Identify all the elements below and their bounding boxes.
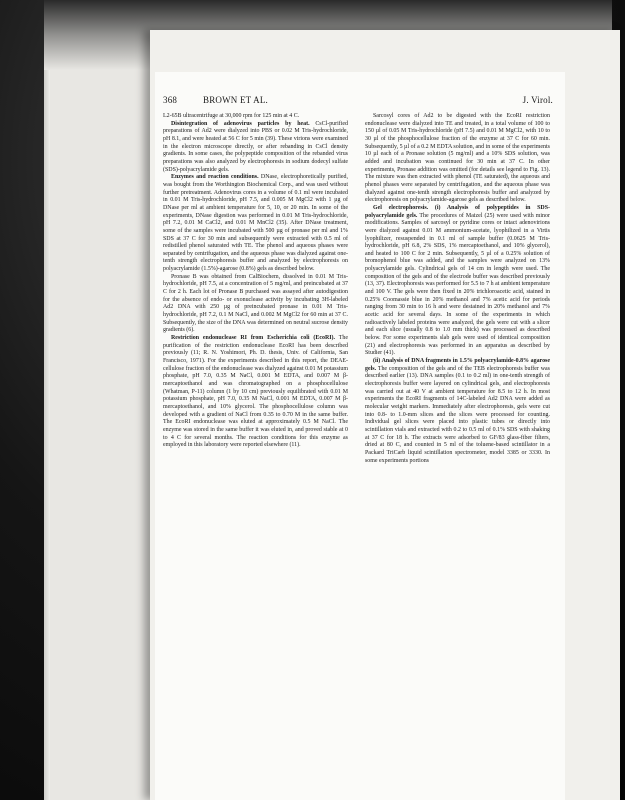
section-heading: Disintegration of adenovirus particles by heat. — [171, 120, 310, 127]
paragraph-text: CsCl-purified preparations of Ad2 were dialyzed into PBS or 0.02 M Tris-hydrochloride, pH 8.1, and were heated at 56 C for 5 min (39). These virions were examined in the electron microscope directly, or after rebanding in CsCl density gradients. In some cases, the polypeptide composition of the rebanded virus preparations was also analyzed by electrophoresis in sodium dodecyl sulfate (SDS)-polyacrylamide gels. — [163, 120, 348, 173]
section-paragraph — [163, 174, 348, 274]
section-heading: Gel electrophoresis. (i) Analysis of polypeptides in SDS-polyacrylamide gels. — [365, 204, 550, 219]
paragraph-text: Pronase B was obtained from CalBiochem, dissolved in 0.01 M Tris-hydrochloride, pH 7.5, at a concentration of 5 mg/ml, and preincubated at 37 C for 2 h. Each lot of Pronase B purchased was assayed after autodigestion for the absence of endo- or exonuclease activity by incubating 3H-labeled Ad2 DNA with 250 µg of preincubated pronase in 0.01 M Tris-hydrochloride, pH 7.2, 0.1 M NaCl, and 0.002 M MgCl2 for 60 min at 37 C. Subsequently, the size of the DNA was determined on neutral sucrose density gradients (6). — [163, 273, 348, 334]
running-authors: BROWN ET AL. — [203, 95, 268, 105]
page-content — [163, 95, 553, 785]
paragraph — [163, 113, 348, 121]
right-column — [365, 113, 550, 465]
paragraph — [365, 113, 550, 205]
section-paragraph — [163, 335, 348, 450]
paragraph-text: Sarcosyl cores of Ad2 to be digested with the EcoRI restriction endonuclease were dialyzed into TE and treated, in a total volume of 100 to 150 µl of 0.05 M Tris-hydrochloride (pH 7.5) and 0.01 M MgCl2, with 10 to 30 µl of the phosphocellulose fraction of the enzyme at 37 C for 60 min. Subsequently, 5 µl of a 0.2 M EDTA solution, and in some of the experiments 10 µl each of a Pronase solution (5 mg/ml) and a 10% SDS solution, was added and incubation was continued for 30 min at 37 C. In other experiments, Pronase addition was omitted (for details see legend to Fig. 13). The mixture was then extracted with phenol (TE saturated), the aqueous and phenol phases were separated by centrifugation, and the aqueous phase was dialyzed against one-tenth strength electrophoresis buffer and analyzed by electrophoresis on polyacrylamide-agarose gels as described below. — [365, 113, 550, 204]
journal-name: J. Virol. — [522, 95, 553, 105]
running-head — [163, 95, 553, 113]
paragraph-text: DNase, electrophoretically purified, was bought from the Worthington Biochemical Corp., and was used without further pretreatment. Adenovirus cores in a volume of 0.1 ml were incubated in 0.01 M Tris-hydrochloride, pH 7.5, and 0.005 M MgCl2 with 1 µg of DNase per ml at ambient temperature for 5, 10, or 20 min. In some of the experiments, DNase digestion was performed in 0.01 M Tris-hydrochloride, pH 7.2, 0.01 M CaCl2, and 0.01 M MnCl2 (35). After DNase treatment, some of the samples were incubated with 500 µg of pronase per ml and 1% SDS at 37 C for 30 min and subsequently were extracted with 0.5 ml of redistilled phenol saturated with TE. The phenol and aqueous phases were separated by centrifugation, and the aqueous phase was dialyzed against one-tenth strength electrophoresis buffer and analyzed by electrophoresis on polyacrylamide (1.5%)-agarose (0.8%) gels as described below. — [163, 174, 349, 273]
paragraph-text: L2-65B ultracentrifuge at 30,000 rpm for 125 min at 4 C. — [163, 113, 300, 119]
paragraph — [163, 274, 348, 335]
section-heading: Restriction endonuclease RI from Escherichia coli (EcoRI). — [171, 335, 336, 342]
section-heading: Enzymes and reaction conditions. — [171, 174, 259, 181]
left-column — [163, 113, 348, 450]
section-paragraph — [365, 205, 550, 358]
paragraph-text: The purification of the restriction endonuclease EcoRI has been described previously (11; R. N. Yoshimori, Ph. D. thesis, Univ. of California, San Francisco, 1971). For the experiments described in this report, the DEAE-cellulose fraction of the endonuclease was dialyzed against 0.01 M potassium phosphate, pH 7.0, 0.35 M NaCl, 0.001 M EDTA, and 0.007 M β-mercaptoethanol and was chromatographed on a phosphocellulose (Whatman, P-11) column (1 by 10 cm) previously equilibrated with 0.01 M potassium phosphate, pH 7.0, 0.35 M NaCl, 0.001 M EDTA, 0.007 M β-mercaptoethanol, and 10% glycerol. The phosphocellulose column was developed with a gradient of NaCl from 0.35 to 0.70 M in the same buffer. The EcoRI endonuclease was eluted at approximately 0.5 M NaCl. The enzyme was stored in the same buffer it was eluted in, and proved stable at 0 to 4 C for several months. The reaction conditions for this enzyme as employed in this laboratory were reported elsewhere (11). — [163, 335, 348, 449]
section-paragraph — [163, 121, 348, 175]
section-paragraph — [365, 358, 550, 465]
paragraph-text: The procedures of Maizel (25) were used with minor modifications. Samples of sarcosyl or pyridine cores or intact adenovirions were dialyzed against 0.01 M ammonium-acetate, lyophilized in a Virtis lyophilizer, resuspended in 0.1 ml of sample buffer (0.0625 M Tris-hydrochloride, pH 6.8, 2% SDS, 1% mercaptoethanol, and 10% glycerol), and heated to 100 C for 2 min. Subsequently, 5 µl of a 0.25% solution of bromophenol blue was added, and the samples were analyzed on 13% polyacrylamide gels. Cylindrical gels of 14 cm in length were used. The composition of the gels and of the electrode buffer was described previously (13, 37). Electrophoresis was performed for 5.5 to 7 h at ambient temperature and 100 V. The gels were then fixed in 20% trichloroacetic acid, stained in 0.25% Coomassie blue in 20% methanol and 7% acetic acid for periods ranging from 30 min to 16 h and were destained in 20% methanol and 7% acetic acid for several days. In some of the experiments in which radioactively labeled proteins were analyzed, the gels were cut with a slicer and each slice (usually 0.8 to 1.0 mm thick) was processed as described below. For some experiments slab gels were used of identical composition (21) and electrophoresis was performed in an apparatus as described by Studier (41). — [365, 212, 550, 357]
section-heading: (ii) Analysis of DNA fragments in 1.5% polyacrylamide-0.8% agarose gels. — [365, 358, 550, 372]
paragraph-text: The composition of the gels and of the TEB electrophoresis buffer was described earlier (13). DNA samples (0.1 to 0.2 ml) in one-tenth strength of electrophoresis buffer were layered on cylindrical gels, and electrophoresis was carried out at 40 V at ambient temperature for 8.5 to 12 h. In most experiments the EcoRI fragments of 14C-labeled Ad2 DNA were added as molecular weight markers. Immediately after electrophoresis, gels were cut into 0.8- to 1.0-mm slices and the slices were processed for counting. Individual gel slices were placed into plastic tubes or directly into scintillation vials and extracted with 0.2 to 0.5 ml of 0.1% SDS with shaking at 37 C for 18 h. The extracts were adsorbed to GF/83 glass-fiber filters, dried at 80 C, and counted in 5 ml of the toluene-based scintillator in a Packard TriCarb liquid scintillation spectrometer, model 3385 or 3330. In some experiments portions — [365, 365, 550, 464]
binder-edge — [44, 70, 50, 800]
page-number: 368 — [163, 95, 178, 105]
